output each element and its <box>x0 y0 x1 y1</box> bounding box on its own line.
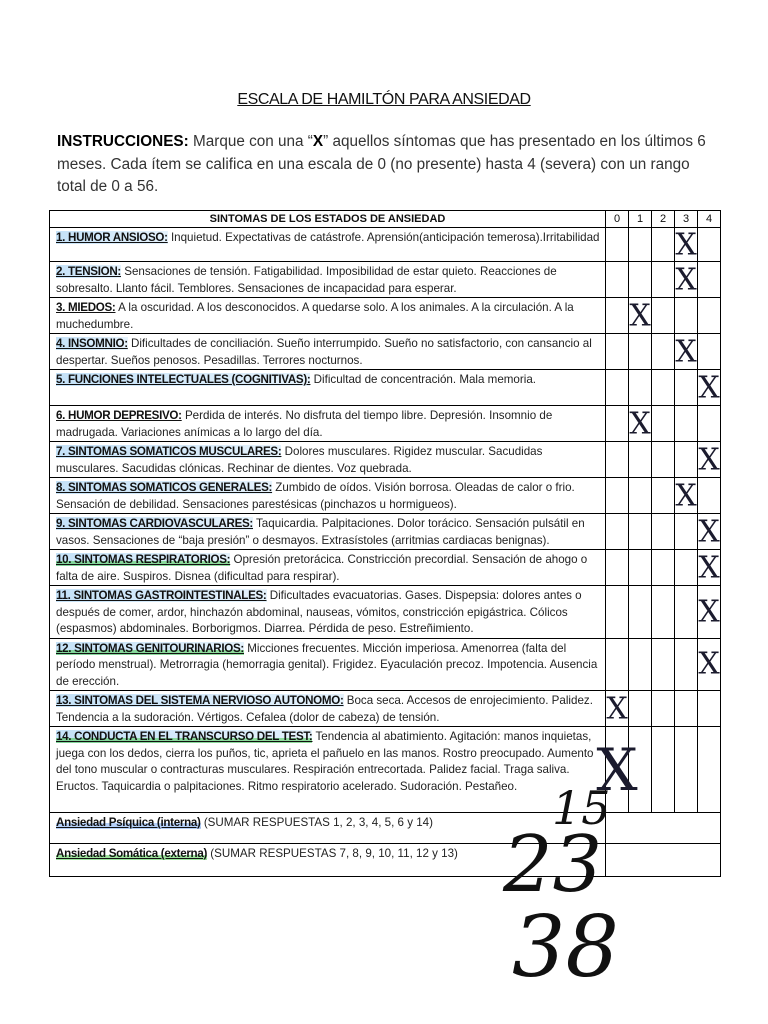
score-cell-4[interactable] <box>698 406 721 442</box>
score-cell-3[interactable] <box>675 586 698 639</box>
score-cell-4[interactable] <box>698 442 721 478</box>
table-row <box>50 334 721 370</box>
score-cell-1[interactable] <box>629 691 652 727</box>
handwritten-x-mark: X <box>629 406 651 441</box>
symptom-description <box>50 727 606 813</box>
score-header-0: 0 <box>606 211 629 228</box>
score-cell-1[interactable] <box>629 262 652 298</box>
score-cell-1[interactable] <box>629 406 652 442</box>
score-cell-2[interactable] <box>652 691 675 727</box>
handwritten-x-mark: X <box>698 442 720 477</box>
symptom-text: A la oscuridad. A los desconocidos. A quedarse solo. A los animales. A la circulación. A la muchedumbre. <box>56 301 574 331</box>
table-row <box>50 298 721 334</box>
symptom-heading: 10. SINTOMAS RESPIRATORIOS: <box>56 553 231 566</box>
score-cell-2[interactable] <box>652 638 675 691</box>
symptom-description <box>50 406 606 442</box>
score-cell-2[interactable] <box>652 442 675 478</box>
score-cell-0[interactable] <box>606 334 629 370</box>
summary-text: (SUMAR RESPUESTAS 1, 2, 3, 4, 5, 6 y 14) <box>200 816 433 829</box>
summary-text: (SUMAR RESPUESTAS 7, 8, 9, 10, 11, 12 y 13) <box>207 847 458 860</box>
symptom-heading: 3. MIEDOS: <box>56 301 116 314</box>
psychic-score-handwritten: 15 <box>552 781 611 835</box>
table-row <box>50 514 721 550</box>
table-row <box>50 691 721 727</box>
symptom-text: Dolores musculares. Rigidez muscular. Sacudidas musculares. Sacudidas clónicas. Rechinar de dientes. Voz quebrada. <box>56 445 543 475</box>
score-cell-3[interactable] <box>675 406 698 442</box>
score-cell-0[interactable] <box>606 298 629 334</box>
score-cell-1[interactable] <box>629 298 652 334</box>
instructions-label: INSTRUCCIONES: <box>57 133 189 150</box>
score-cell-2[interactable] <box>652 478 675 514</box>
symptom-heading: 9. SINTOMAS CARDIOVASCULARES: <box>56 517 253 530</box>
score-cell-4[interactable] <box>698 478 721 514</box>
symptom-heading: 2. TENSION: <box>56 265 121 278</box>
anxiety-scale-table <box>49 210 721 877</box>
score-cell-3[interactable] <box>675 514 698 550</box>
score-cell-0[interactable] <box>606 228 629 262</box>
symptom-text: Dificultad de concentración. Mala memoria. <box>310 373 536 386</box>
symptom-heading: 11. SINTOMAS GASTROINTESTINALES: <box>56 589 267 602</box>
symptom-heading: 8. SINTOMAS SOMATICOS GENERALES: <box>56 481 273 494</box>
score-cell-2[interactable] <box>652 727 675 813</box>
summary-heading: Ansiedad Psíquica (interna) <box>56 816 201 829</box>
symptom-text: Zumbido de oídos. Visión borrosa. Oleadas de calor o frio. Sensación de debilidad. Sensaciones parestésicas (pinchazos u hormigueos). <box>56 481 575 511</box>
symptom-heading: 1. HUMOR ANSIOSO: <box>56 231 168 244</box>
score-cell-3[interactable] <box>675 370 698 406</box>
score-cell-3[interactable] <box>675 550 698 586</box>
handwritten-x-mark: X <box>698 514 720 549</box>
symptoms-header: SINTOMAS DE LOS ESTADOS DE ANSIEDAD <box>50 211 606 228</box>
table-row <box>50 228 721 262</box>
summary-row <box>50 844 721 877</box>
score-cell-1[interactable] <box>629 442 652 478</box>
symptom-description <box>50 691 606 727</box>
symptom-text: Boca seca. Accesos de enrojecimiento. Palidez. Tendencia a la sudoración. Vértigos. Cefalea (dolor de cabeza) de tensión. <box>56 694 593 724</box>
symptom-text: Dificultades evacuatorias. Gases. Dispepsia: dolores antes o después de comer, ardor, hinchazón abdominal, nauseas, vómitos, constricción epigástrica. Cólicos (espasmos) abdominales. Borborigmos. Diarrea. Pérdida de peso. Estreñimiento. <box>56 589 582 635</box>
instructions-mark-symbol: X <box>312 133 324 150</box>
score-cell-4[interactable] <box>698 298 721 334</box>
score-cell-3[interactable] <box>675 442 698 478</box>
score-cell-4[interactable] <box>698 228 721 262</box>
table-row <box>50 442 721 478</box>
symptom-description <box>50 298 606 334</box>
score-cell-1[interactable] <box>629 478 652 514</box>
symptom-description <box>50 228 606 262</box>
score-cell-2[interactable] <box>652 370 675 406</box>
symptom-text: Taquicardia. Palpitaciones. Dolor torácico. Sensación pulsátil en vasos. Sensaciones de “baja presión” o desmayos. Extrasístoles (arritmias cardiacas benignas). <box>56 517 585 547</box>
table-row <box>50 638 721 691</box>
score-cell-0[interactable] <box>606 442 629 478</box>
score-cell-4[interactable] <box>698 638 721 691</box>
score-cell-4[interactable] <box>698 514 721 550</box>
score-cell-0[interactable] <box>606 262 629 298</box>
symptom-heading: 13. SINTOMAS DEL SISTEMA NERVIOSO AUTONOMO: <box>56 694 344 707</box>
score-cell-3[interactable] <box>675 262 698 298</box>
score-cell-0[interactable] <box>606 370 629 406</box>
score-cell-2[interactable] <box>652 406 675 442</box>
score-cell-1[interactable] <box>629 586 652 639</box>
symptom-heading: 14. CONDUCTA EN EL TRANSCURSO DEL TEST: <box>56 730 313 743</box>
score-cell-0[interactable] <box>606 514 629 550</box>
handwritten-x-mark: X <box>675 262 697 297</box>
instructions-text-after: ” aquellos síntomas que has presentado en los últimos 6 meses. Cada ítem se califica en una escala de 0 (no presente) hasta 4 (severa) con un rango total de 0 a 56. <box>57 133 706 195</box>
handwritten-x-mark: X <box>698 370 720 405</box>
score-cell-2[interactable] <box>652 228 675 262</box>
handwritten-x-mark: X <box>675 478 697 513</box>
score-cell-2[interactable] <box>652 298 675 334</box>
score-cell-1[interactable] <box>629 228 652 262</box>
symptom-heading: 4. INSOMNIO: <box>56 337 128 350</box>
score-cell-3[interactable] <box>675 478 698 514</box>
table-row <box>50 262 721 298</box>
table-row <box>50 478 721 514</box>
score-header-3: 3 <box>675 211 698 228</box>
score-cell-3[interactable] <box>675 298 698 334</box>
symptom-text: Tendencia al abatimiento. Agitación: manos inquietas, juega con los dedos, cierra los puños, tic, aprieta el pañuelo en las manos. Rostro preocupado. Aumento del tono muscular o contracturas musculares. Respiración entrecortada. Palidez facial. Traga saliva. Eructos. Taquicardia o palpitaciones. Ritmo respiratorio acelerado. Sudoración. Pestañeo. <box>56 730 594 793</box>
symptom-text: Opresión pretorácica. Constricción precordial. Sensación de ahogo o falta de aire. Suspiros. Disnea (dificultad para respirar). <box>56 553 588 583</box>
score-header-4: 4 <box>698 211 721 228</box>
symptom-heading: 5. FUNCIONES INTELECTUALES (COGNITIVAS): <box>56 373 311 386</box>
table-row <box>50 586 721 639</box>
summary-score-cell[interactable] <box>606 844 721 877</box>
total-score-handwritten: 38 <box>512 898 619 996</box>
symptom-description <box>50 638 606 691</box>
handwritten-x-mark: X <box>629 298 651 333</box>
score-cell-1[interactable] <box>629 334 652 370</box>
score-cell-3[interactable] <box>675 638 698 691</box>
score-cell-2[interactable] <box>652 550 675 586</box>
symptom-description <box>50 262 606 298</box>
symptom-heading: 7. SINTOMAS SOMATICOS MUSCULARES: <box>56 445 282 458</box>
table-row <box>50 370 721 406</box>
score-cell-4[interactable] <box>698 550 721 586</box>
score-cell-4[interactable] <box>698 334 721 370</box>
handwritten-x-mark: X <box>698 646 720 682</box>
score-header-2: 2 <box>652 211 675 228</box>
score-cell-3[interactable] <box>675 228 698 262</box>
symptom-description <box>50 478 606 514</box>
handwritten-x-mark: X <box>606 691 628 726</box>
score-cell-3[interactable] <box>675 691 698 727</box>
symptom-heading: 12. SINTOMAS GENITOURINARIOS: <box>56 641 244 655</box>
summary-heading: Ansiedad Somática (externa) <box>56 847 208 860</box>
symptom-description <box>50 370 606 406</box>
table-row <box>50 727 721 813</box>
score-cell-4[interactable] <box>698 691 721 727</box>
score-cell-1[interactable] <box>629 514 652 550</box>
score-cell-3[interactable] <box>675 727 698 813</box>
handwritten-x-mark: X <box>675 334 697 369</box>
table-header-row <box>50 211 721 228</box>
table-row <box>50 550 721 586</box>
summary-score-cell[interactable] <box>606 813 721 844</box>
instructions <box>57 131 717 199</box>
score-cell-0[interactable] <box>606 691 629 727</box>
handwritten-x-mark: X <box>698 594 720 630</box>
symptom-description <box>50 550 606 586</box>
score-cell-0[interactable] <box>606 586 629 639</box>
score-cell-1[interactable] <box>629 370 652 406</box>
score-cell-1[interactable] <box>629 550 652 586</box>
score-cell-2[interactable] <box>652 334 675 370</box>
table-row <box>50 406 721 442</box>
score-cell-3[interactable] <box>675 334 698 370</box>
score-cell-0[interactable] <box>606 478 629 514</box>
score-cell-1[interactable] <box>629 638 652 691</box>
symptom-text: Inquietud. Expectativas de catástrofe. Aprensión(anticipación temerosa).Irritabilidad <box>167 231 600 244</box>
instructions-text-before: Marque con una “ <box>188 133 313 150</box>
symptom-description <box>50 442 606 478</box>
symptom-text: Perdida de interés. No disfruta del tiempo libre. Depresión. Insomnio de madrugada. Variaciones anímicas a lo largo del día. <box>56 409 553 439</box>
score-cell-0[interactable] <box>606 638 629 691</box>
score-header-1: 1 <box>629 211 652 228</box>
score-cell-0[interactable] <box>606 406 629 442</box>
score-cell-2[interactable] <box>652 514 675 550</box>
handwritten-x-mark: X <box>596 735 638 804</box>
score-cell-2[interactable] <box>652 586 675 639</box>
document-title: ESCALA DE HAMILTÓN PARA ANSIEDAD <box>237 91 531 108</box>
score-cell-4[interactable] <box>698 727 721 813</box>
handwritten-x-mark: X <box>698 550 720 585</box>
symptom-description <box>50 514 606 550</box>
score-cell-1[interactable] <box>629 727 652 813</box>
symptom-heading: 6. HUMOR DEPRESIVO: <box>56 409 182 422</box>
score-cell-4[interactable] <box>698 262 721 298</box>
summary-row <box>50 813 721 844</box>
score-cell-2[interactable] <box>652 262 675 298</box>
handwritten-x-mark: X <box>675 227 697 262</box>
score-cell-4[interactable] <box>698 586 721 639</box>
symptom-text: Micciones frecuentes. Micción imperiosa. Amenorrea (falta del período menstrual). Metrorragia (hemorragia genital). Frigidez. Eyaculación precoz. Impotencia. Ausencia de erección. <box>56 641 598 688</box>
somatic-score-handwritten: 23 <box>503 820 603 910</box>
score-cell-0[interactable] <box>606 550 629 586</box>
symptom-text: Dificultades de conciliación. Sueño interrumpido. Sueño no satisfactorio, con cansancio al despertar. Sueños penosos. Pesadillas. Terrores nocturnos. <box>56 337 592 367</box>
score-cell-4[interactable] <box>698 370 721 406</box>
symptom-text: Sensaciones de tensión. Fatigabilidad. Imposibilidad de estar quieto. Reacciones de sobresalto. Llanto fácil. Temblores. Sensaciones de incapacidad para esperar. <box>56 265 557 295</box>
symptom-description <box>50 586 606 639</box>
symptom-description <box>50 334 606 370</box>
